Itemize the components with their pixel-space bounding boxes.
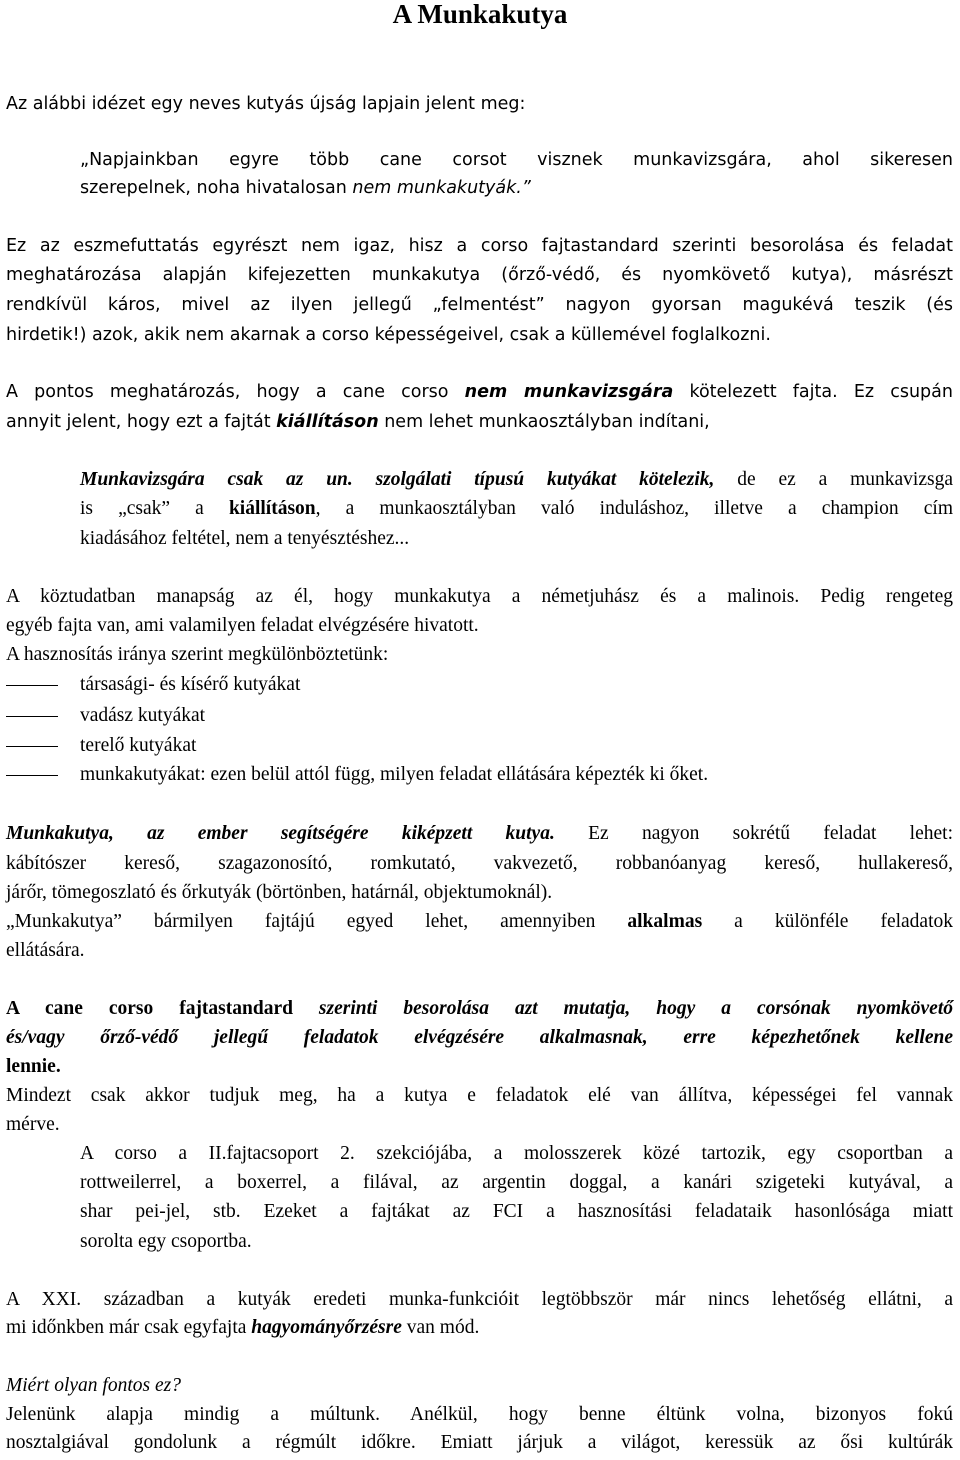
paragraph-line: A köztudatban manapság az él, hogy munkakutya a németjuhász és a malinois. Pedig rengeteg [6,586,953,607]
text-run: nem lehet munkaosztályban indítani, [378,412,710,432]
paragraph-line [6,907,953,937]
paragraph-line: A hasznosítás iránya szerint megkülönböztetünk: [6,644,389,665]
emphasis-text: szerinti besorolása azt mutatja, hogy a corsónak nyomkövető [292,998,953,1019]
list-item [0,701,960,731]
quote-line: „Napjainkban egyre több cane corsot visznek munkavizsgára, ahol sikeresen [80,150,953,170]
bold-text: alkalmas [627,911,703,932]
paragraph-line: Mindezt csak akkor tudjuk meg, ha a kutya e feladatok elé van állítva, képességei fel vannak [6,1085,953,1106]
paragraph-line [6,819,953,849]
dash-bullet [6,775,58,776]
emphasis-text: hagyományőrzésre [251,1317,402,1338]
list-item-text: terelő kutyákat [80,735,197,756]
paragraph-line: lennie. [6,1056,61,1077]
paragraph-line: meghatározása alapján kifejezetten munkakutya (őrző-védő, és nyomkövető kutya), másrészt [6,265,953,285]
text-run: mi időnkben már csak egyfajta [6,1317,252,1338]
paragraph-line: és/vagy őrző-védő jellegű feladatok elvégzésére alkalmasnak, erre képezhetőnek kellene [6,1027,953,1048]
paragraph-line: A corso a II.fajtacsoport 2. szekciójába, a molosszerek közé tartozik, egy csoportban a [80,1143,953,1164]
dash-bullet [6,685,58,686]
list-item [0,731,960,761]
text-run: annyit jelent, hogy ezt a fajtát [6,412,277,432]
section-question: Miért olyan fontos ez? [6,1375,181,1396]
list-item-text: vadász kutyákat [80,705,206,726]
paragraph-line: kiadásához feltétel, nem a tenyésztéshez... [80,528,410,549]
emphasis-text: kiállításon [276,412,379,432]
intro-line: Az alábbi idézet egy neves kutyás újság lapjain jelent meg: [6,94,526,114]
paragraph-line: egyéb fajta van, ami valamilyen feladat elvégzésére hivatott. [6,615,479,636]
paragraph-line [80,465,953,495]
list-item-text: munkakutyákat: ezen belül attól függ, milyen feladat ellátására képezték ki őket. [80,764,709,785]
paragraph-line [80,494,953,524]
paragraph-line [6,994,953,1024]
paragraph-line [6,1313,479,1343]
emphasis-text: Munkavizsgára csak az un. szolgálati típusú kutyákat kötelezik, [80,469,715,490]
paragraph-line: shar pei-jel, stb. Ezeket a fajtákat az FCI a hasznosítási feladataik hasonlósága miatt [80,1201,953,1222]
dash-bullet [6,746,58,747]
paragraph-line [6,377,953,407]
text-run: „Munkakutya” bármilyen fajtájú egyed lehet, amennyiben [6,911,628,932]
text-run: van mód. [401,1317,480,1338]
dash-bullet [6,716,58,717]
paragraph-line: hirdetik!) azok, akik nem akarnak a corso képességeivel, csak a küllemével foglalkozni. [6,325,771,345]
paragraph-line: mérve. [6,1114,60,1135]
text-run: A pontos meghatározás, hogy a cane corso [6,382,465,402]
quote-emphasis: nem munkakutyák.” [352,178,531,198]
text-run: de ez a munkavizsga [714,469,953,490]
text-run: , a munkaosztályban való induláshoz, illetve a champion cím [315,498,953,519]
list-item [0,670,960,700]
text-run: a különféle feladatok [702,911,953,932]
paragraph-line: nosztalgiával gondolunk a régmúlt időkre. Emiatt járjuk a világot, keressük az ősi kultúrák [6,1432,953,1453]
paragraph-line: járőr, tömegoszlató és őrkutyák (börtönben, határnál, objektumoknál). [6,882,553,903]
emphasis-text: nem munkavizsgára [464,382,674,402]
paragraph-line: kábítószer kereső, szagazonosító, romkutató, vakvezető, robbanóanyag kereső, hullakereső, [6,853,953,874]
paragraph-line: rendkívül káros, mivel az ilyen jellegű „felmentést” nagyon gyorsan magukévá teszik (és [6,295,953,315]
quote-text: szerepelnek, noha hivatalosan [80,178,353,198]
bold-text: kiállításon [228,498,316,519]
list-item [0,760,960,790]
emphasis-text: Munkakutya, az ember segítségére kiképzett kutya. [6,823,555,844]
paragraph-line: A XXI. században a kutyák eredeti munka-funkcióit legtöbbször már nincs lehetőség ellátni, a [6,1289,953,1310]
paragraph-line: Jelenünk alapja mindig a múltunk. Anélkül, hogy benne éltünk volna, bizonyos fokú [6,1404,953,1425]
paragraph-line [6,407,710,437]
bold-text: A cane corso fajtastandard [6,998,293,1019]
text-run: kötelezett fajta. Ez csupán [673,382,953,402]
paragraph-line: sorolta egy csoportba. [80,1231,252,1252]
paragraph-line: rottweilerrel, a boxerrel, a filával, az argentin doggal, a kanári szigeteki kutyával, a [80,1172,953,1193]
paragraph-line: ellátására. [6,940,85,961]
text-run: is „csak” a [80,498,229,519]
paragraph-line: Ez az eszmefuttatás egyrészt nem igaz, hisz a corso fajtastandard szerinti besorolása és feladat [6,236,953,256]
text-run: Ez nagyon sokrétű feladat lehet: [554,823,953,844]
page-title: A Munkakutya [392,0,568,29]
quote-line [80,173,531,203]
list-item-text: társasági- és kísérő kutyákat [80,674,301,695]
